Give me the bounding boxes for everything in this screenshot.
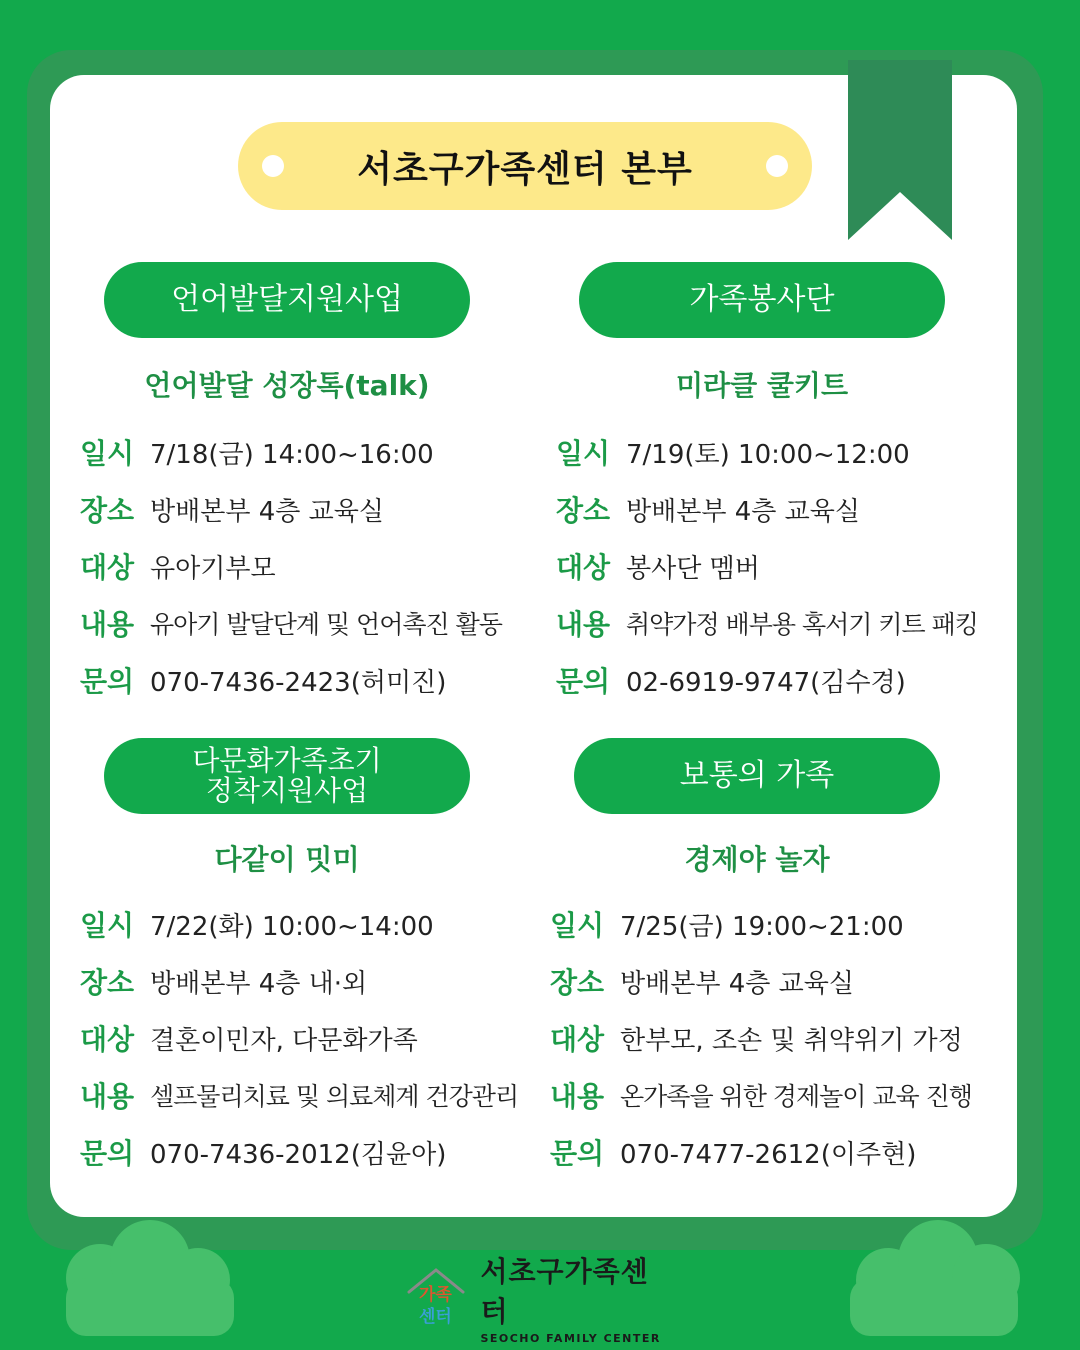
info-value: 방배본부 4층 교육실 [626,496,860,527]
program-title-line2: 정착지원사업 [205,774,369,807]
info-value: 온가족을 위한 경제놀이 교육 진행 [620,1082,972,1111]
info-value: 7/18(금) 14:00~16:00 [150,439,434,470]
center-name: 서초구가족센터 [480,1254,649,1328]
info-row-place [550,961,854,1001]
info-value: 취약가정 배부용 혹서기 키트 패킹 [626,610,978,639]
info-value: 070-7477-2612(이주현) [620,1139,917,1170]
info-row-place [556,489,860,529]
logo-mark-top: 가족 [419,1285,452,1305]
info-value: 02-6919-9747(김수경) [626,667,906,698]
banner-dot-left [262,155,284,177]
info-row-target [550,1018,963,1058]
info-row-content [80,1075,518,1115]
info-value: 7/19(토) 10:00~12:00 [626,439,910,470]
page-title: 서초구가족센터 본부 [357,148,693,190]
house-logo-icon [405,1266,466,1328]
info-value: 070-7436-2423(허미진) [150,667,447,698]
info-label: 장소 [550,966,605,999]
info-row-place [80,961,367,1001]
info-value: 방배본부 4층 교육실 [150,496,384,527]
info-label: 일시 [80,909,135,942]
info-row-content [80,603,502,643]
info-row-target [80,546,276,586]
info-label: 내용 [80,608,135,641]
event-title: 미라클 쿨키트 [675,369,849,402]
info-label: 문의 [80,665,135,698]
info-value: 결혼이민자, 다문화가족 [150,1025,418,1056]
logo-mark-bottom: 센터 [419,1307,452,1327]
info-label: 문의 [80,1137,135,1170]
info-value: 유아기부모 [150,553,276,584]
program-pill-multicultural [104,738,470,814]
info-value: 방배본부 4층 내·외 [150,968,368,999]
info-value: 7/25(금) 19:00~21:00 [620,911,904,942]
info-label: 대상 [556,551,611,584]
info-row-place [80,489,384,529]
info-label: 내용 [80,1080,135,1113]
info-row-date [80,432,434,472]
program-pill-ordinary-family [574,738,940,814]
banner-dot-right [766,155,788,177]
event-title: 다같이 밋미 [214,843,360,876]
info-row-target [80,1018,418,1058]
info-label: 대상 [550,1023,605,1056]
info-value: 한부모, 조손 및 취약위기 가정 [620,1025,963,1056]
program-title: 언어발달지원사업 [171,282,403,317]
program-title-line1: 다문화가족초기 [192,744,382,777]
info-label: 문의 [556,665,611,698]
event-title: 언어발달 성장톡(talk) [144,369,430,402]
info-label: 일시 [80,437,135,470]
info-row-content [556,603,978,643]
info-label: 내용 [550,1080,605,1113]
info-value: 유아기 발달단계 및 언어촉진 활동 [150,610,502,639]
info-label: 내용 [556,608,611,641]
info-row-contact [80,1132,446,1172]
info-row-date [550,904,904,944]
program-title: 보통의 가족 [679,758,835,793]
info-row-contact [556,660,906,700]
info-row-contact [80,660,446,700]
info-label: 문의 [550,1137,605,1170]
center-logo [405,1254,675,1345]
info-row-content [550,1075,972,1115]
info-label: 일시 [556,437,611,470]
info-label: 대상 [80,551,135,584]
info-value: 봉사단 멤버 [626,553,760,584]
info-row-date [556,432,910,472]
info-value: 방배본부 4층 교육실 [620,968,854,999]
info-label: 장소 [80,966,135,999]
header-banner [238,122,812,210]
info-label: 장소 [80,494,135,527]
bush-right-decoration [842,1218,1032,1336]
program-pill-volunteer [579,262,945,338]
info-value: 070-7436-2012(김윤아) [150,1139,447,1170]
info-label: 장소 [556,494,611,527]
bookmark-ribbon [848,60,952,240]
bush-left-decoration [50,1218,240,1336]
program-title: 가족봉사단 [689,282,835,317]
info-row-date [80,904,434,944]
info-row-target [556,546,760,586]
info-value: 7/22(화) 10:00~14:00 [150,911,434,942]
info-row-contact [550,1132,916,1172]
program-pill-language [104,262,470,338]
info-label: 일시 [550,909,605,942]
info-label: 대상 [80,1023,135,1056]
info-value: 셀프물리치료 및 의료체계 건강관리 [150,1082,519,1111]
event-title: 경제야 놀자 [684,843,830,876]
center-name-english: SEOCHO FAMILY CENTER [480,1331,661,1345]
